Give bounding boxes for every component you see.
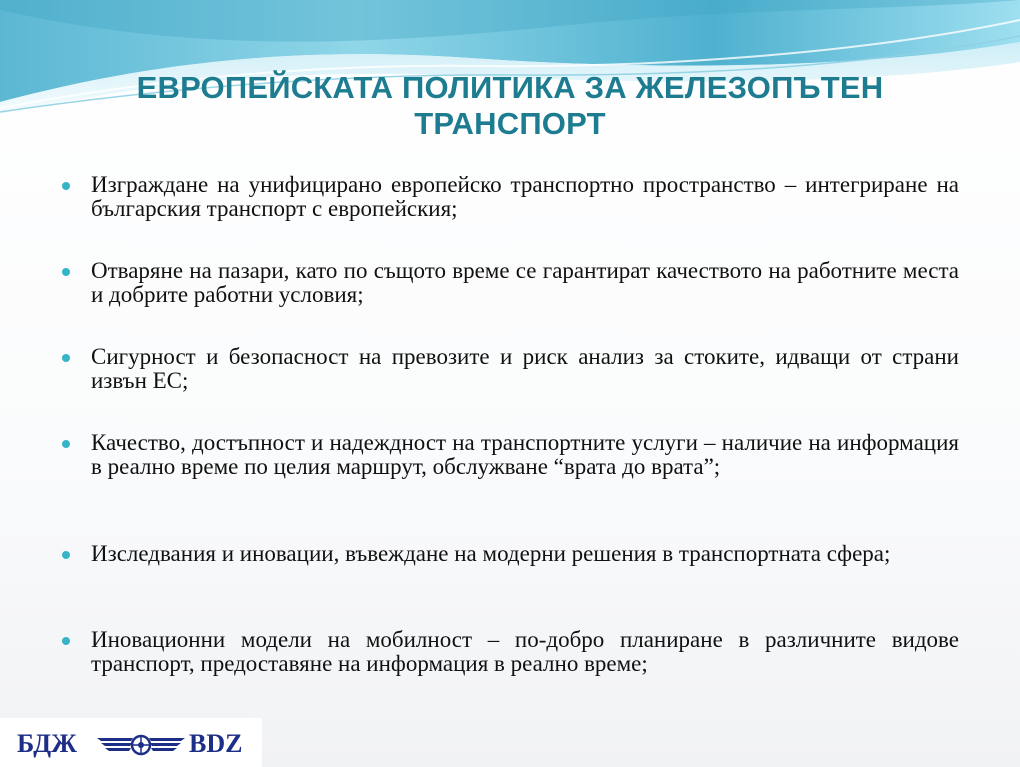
bullet-dot-icon <box>62 182 70 190</box>
page-title-line-1: ЕВРОПЕЙСКАТА ПОЛИТИКА ЗА ЖЕЛЕЗОПЪТЕН <box>136 70 884 105</box>
winged-wheel-icon <box>95 730 187 758</box>
bullet-dot-icon <box>62 268 70 276</box>
bullet-text: Иновационни модели на мобилност – по-добро планиране в различните видове транспорт, предоставяне на информация в реално време; <box>91 627 959 676</box>
list-item <box>62 259 959 307</box>
logo-text-latin: BDZ <box>189 729 243 758</box>
bullet-dot-icon <box>62 551 70 559</box>
list-item <box>62 431 959 479</box>
logo-text-cyrillic: БДЖ <box>17 729 77 758</box>
bdz-logo <box>0 718 262 767</box>
list-item <box>62 173 959 221</box>
bullet-text: Изследвания и иновации, въвеждане на модерни решения в транспортната сфера; <box>91 541 891 566</box>
bullet-text: Сигурност и безопасност на превозите и риск анализ за стоките, идващи от страни извън ЕС; <box>91 344 959 393</box>
bullet-text: Изграждане на унифицирано европейско транспортно пространство – интегриране на българския транспорт с европейския; <box>91 172 959 221</box>
page-title-line-2: ТРАНСПОРТ <box>414 106 606 141</box>
bullet-dot-icon <box>62 354 70 362</box>
bullet-dot-icon <box>62 440 70 448</box>
list-item <box>62 542 959 566</box>
bullet-dot-icon <box>62 637 70 645</box>
bullet-text: Качество, достъпност и надеждност на транспортните услуги – наличие на информация в реално време по целия маршрут, обслужване “врата до врата”; <box>91 430 959 479</box>
list-item <box>62 628 959 676</box>
page-title <box>60 70 960 142</box>
list-item <box>62 345 959 393</box>
bullet-text: Отваряне на пазари, като по същото време се гарантират качеството на работните места и добрите работни условия; <box>91 258 959 307</box>
